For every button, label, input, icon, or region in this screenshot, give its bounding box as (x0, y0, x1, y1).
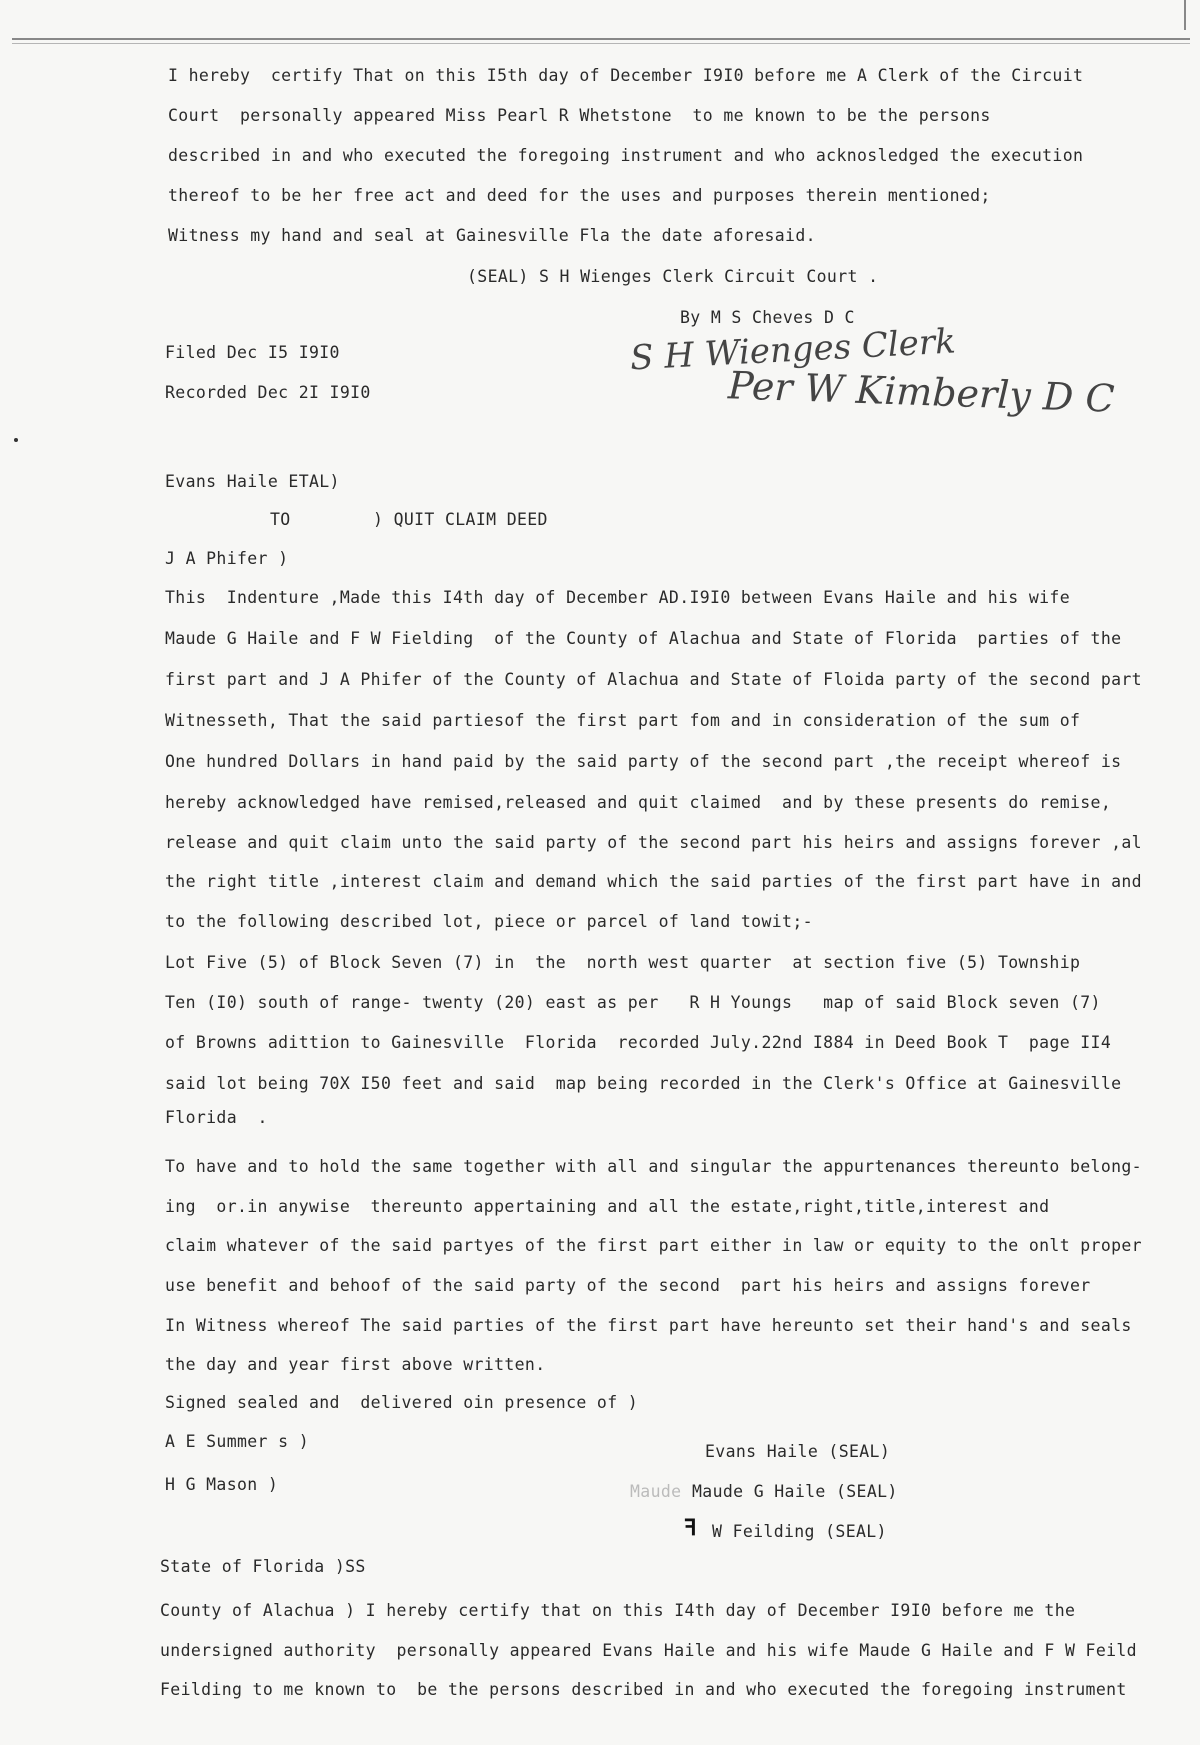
body-line: ing or.in anywise thereunto appertaining and all the estate,right,title,interest and (165, 1197, 1050, 1216)
body-line: claim whatever of the said partyes of the first part either in law or equity to the onlt proper (165, 1236, 1142, 1255)
cert-clerk-line: (SEAL) S H Wienges Clerk Circuit Court . (467, 267, 879, 286)
body-line: Maude G Haile and F W Fielding of the County of Alachua and State of Florida parties of the (165, 629, 1122, 648)
body-line: Witnesseth, That the said partiesof the first part fom and in consideration of the sum of (165, 711, 1081, 730)
cert-line-2: Court personally appeared Miss Pearl R Whetstone to me known to be the persons (168, 106, 991, 125)
ack-line: undersigned authority personally appeared Evans Haile and his wife Maude G Haile and F W Feild (160, 1641, 1137, 1660)
body-line: release and quit claim unto the said party of the second part his heirs and assigns forever ,al (165, 833, 1142, 852)
filed-date: Filed Dec I5 I9I0 (165, 343, 340, 362)
body-line: Florida . (165, 1108, 268, 1127)
body-line: hereby acknowledged have remised,released and quit claimed and by these presents do remise, (165, 793, 1112, 812)
cert-line-5: Witness my hand and seal at Gainesville Fla the date aforesaid. (168, 226, 816, 245)
page-edge (1184, 0, 1186, 30)
cert-line-1: I hereby certify That on this I5th day of December I9I0 before me A Clerk of the Circuit (168, 66, 1084, 85)
deed-grantor: Evans Haile ETAL) (165, 472, 340, 491)
body-line: To have and to hold the same together with all and singular the appurtenances thereunto belong- (165, 1157, 1142, 1176)
body-line: This Indenture ,Made this I4th day of December AD.I9I0 between Evans Haile and his wife (165, 588, 1070, 607)
cert-line-4: thereof to be her free act and deed for the uses and purposes therein mentioned; (168, 186, 991, 205)
ack-line: State of Florida )SS (160, 1557, 366, 1576)
witness-1: A E Summer s ) (165, 1432, 309, 1451)
deed-grantee: J A Phifer ) (165, 549, 289, 568)
body-line: In Witness whereof The said parties of the first part have hereunto set their hand's and seals (165, 1316, 1132, 1335)
scan-speck (14, 438, 18, 442)
ack-line: County of Alachua ) I hereby certify that on this I4th day of December I9I0 before me the (160, 1601, 1076, 1620)
signatory-struck-text: Maude (630, 1482, 682, 1501)
deed-to: TO (270, 510, 291, 529)
body-line: Ten (I0) south of range- twenty (20) east as per R H Youngs map of said Block seven (7) (165, 993, 1101, 1012)
handwritten-signature-clerk: S H Wienges Clerk (629, 321, 957, 379)
body-line: use benefit and behoof of the said party of the second part his heirs and assigns forever (165, 1276, 1091, 1295)
witness-2: H G Mason ) (165, 1475, 279, 1494)
body-line: One hundred Dollars in hand paid by the said party of the second part ,the receipt whereof is (165, 752, 1122, 771)
signatory-3: W Feilding (SEAL) (712, 1522, 887, 1541)
cert-deputy-line: By M S Cheves D C (680, 308, 855, 327)
ack-line: Feilding to me known to be the persons described in and who executed the foregoing instrument (160, 1680, 1127, 1699)
body-line: of Browns adittion to Gainesville Florida recorded July.22nd I884 in Deed Book T page II4 (165, 1033, 1112, 1052)
deed-title: ) QUIT CLAIM DEED (373, 510, 548, 529)
top-rule-thin (12, 43, 1190, 44)
body-line: Signed sealed and delivered oin presence of ) (165, 1393, 639, 1412)
recorded-date: Recorded Dec 2I I9I0 (165, 383, 371, 402)
body-line: the day and year first above written. (165, 1355, 546, 1374)
handwritten-signature-deputy: Per W Kimberly D C (727, 363, 1116, 421)
signatory-1: Evans Haile (SEAL) (705, 1442, 891, 1461)
body-line: the right title ,interest claim and demand which the said parties of the first part have in and (165, 872, 1142, 891)
body-line: first part and J A Phifer of the County of Alachua and State of Floida party of the second part (165, 670, 1142, 689)
body-line: said lot being 70X I50 feet and said map being recorded in the Clerk's Office at Gainesville (165, 1074, 1122, 1093)
signatory-2: Maude G Haile (SEAL) (692, 1482, 898, 1501)
body-line: Lot Five (5) of Block Seven (7) in the north west quarter at section five (5) Township (165, 953, 1081, 972)
initial-mark: ꟻ (684, 1516, 697, 1541)
body-line: to the following described lot, piece or parcel of land towit;- (165, 912, 813, 931)
top-rule (12, 38, 1190, 40)
cert-line-3: described in and who executed the foregoing instrument and who acknosledged the execution (168, 146, 1084, 165)
